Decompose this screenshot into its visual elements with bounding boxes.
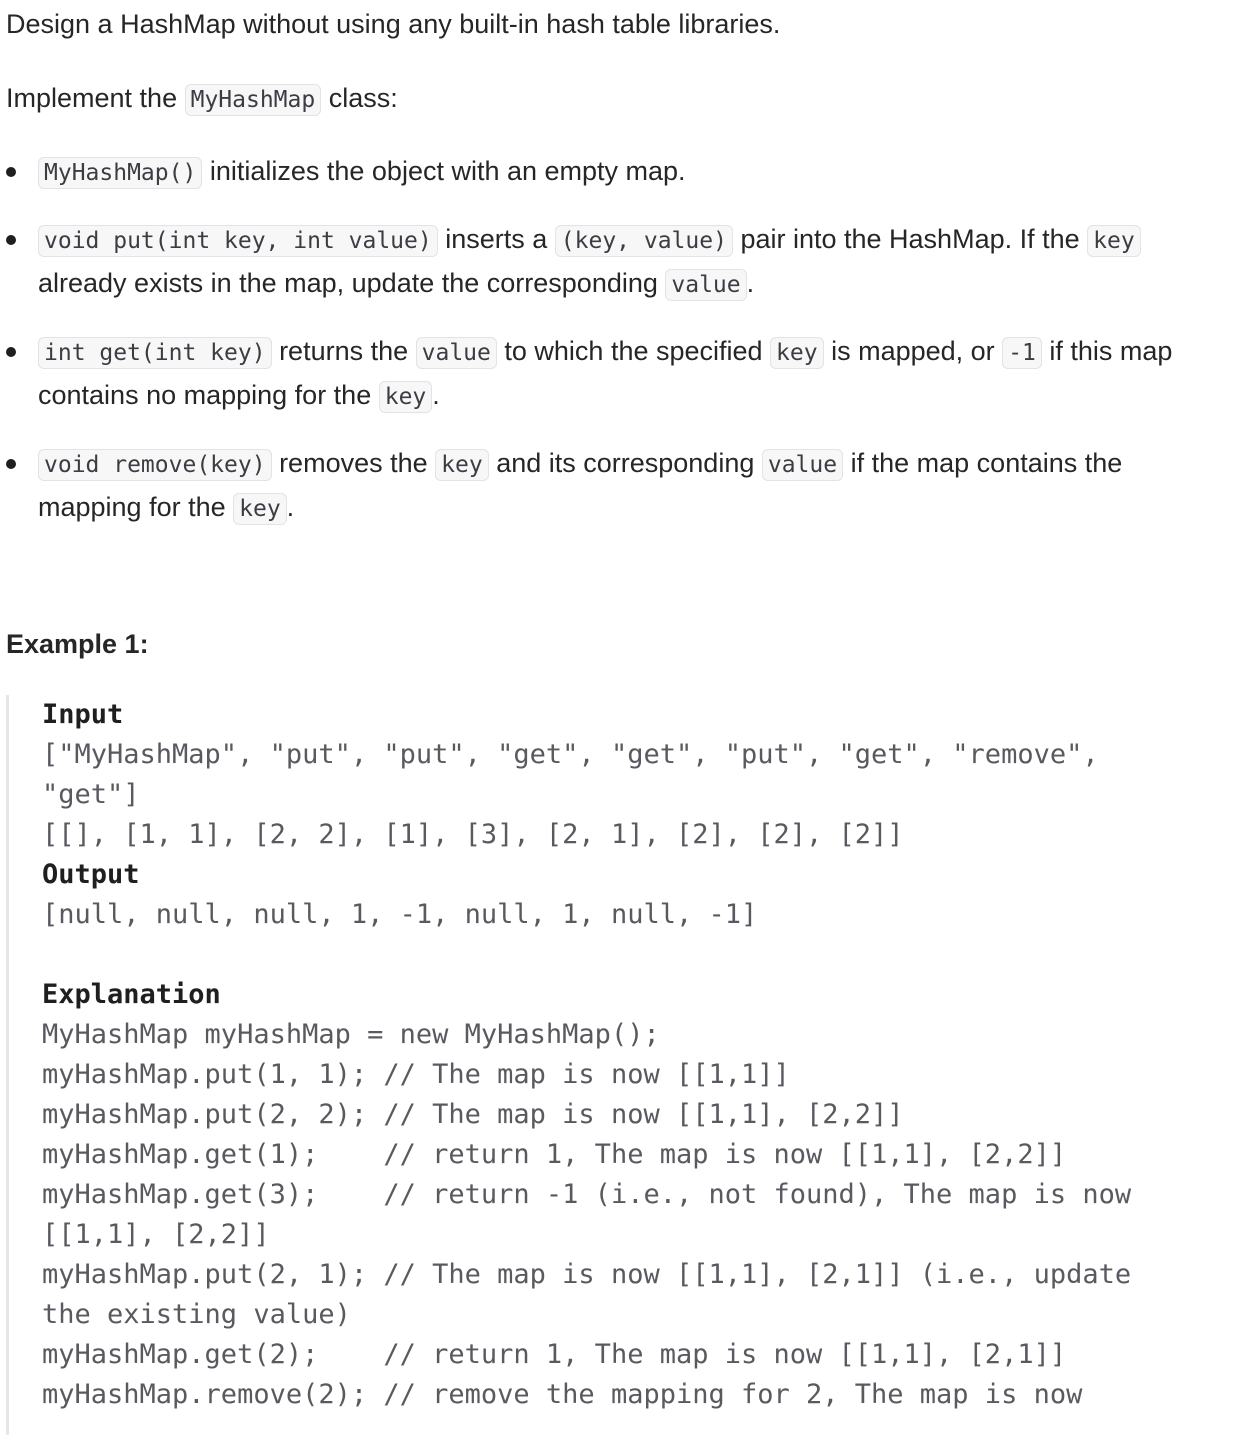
inline-code: key [379, 381, 433, 413]
list-item [6, 442, 1230, 530]
list-item [6, 218, 1230, 306]
method-text: if this map contains no mapping for the [38, 336, 1173, 410]
explanation-line: myHashMap.get(2); // return 1, The map is now [[1,1], [2,1]] [42, 1339, 1067, 1370]
explanation-line: myHashMap.remove(2); // remove the mapping for 2, The map is now [42, 1379, 1083, 1410]
method-text: and its corresponding [488, 448, 762, 478]
bullet-icon [6, 459, 16, 469]
method-signature: MyHashMap() [38, 157, 202, 189]
explanation-line: the existing value) [42, 1299, 351, 1330]
method-text: to which the specified [496, 336, 771, 366]
inline-code: value [416, 337, 497, 369]
explanation-line: MyHashMap myHashMap = new MyHashMap(); [42, 1019, 660, 1050]
method-text: already exists in the map, update the corresponding [38, 268, 666, 298]
method-signature: void put(int key, int value) [38, 225, 438, 257]
method-text: if the map contains the mapping for the [38, 448, 1123, 522]
implement-suffix: class: [321, 83, 398, 113]
spacer [42, 935, 1230, 975]
inline-code: (key, value) [555, 225, 733, 257]
method-text: . [432, 380, 440, 410]
example-block [6, 695, 1230, 1435]
implement-text [6, 77, 398, 121]
method-signature: int get(int key) [38, 337, 272, 369]
inline-code: key [435, 449, 489, 481]
inline-code: key [233, 493, 287, 525]
output-label: Output [42, 859, 140, 890]
bullet-icon [6, 347, 16, 357]
inline-code: value [762, 449, 843, 481]
bullet-icon [6, 235, 16, 245]
input-line: ["MyHashMap", "put", "put", "get", "get", "put", "get", "remove", [42, 739, 1099, 770]
method-list [6, 150, 1230, 554]
class-name-code: MyHashMap [185, 84, 322, 116]
method-text: is mapped, or [823, 336, 1003, 366]
inline-code: value [665, 269, 746, 301]
input-line: "get"] [42, 779, 140, 810]
method-text: pair into the HashMap. If the [732, 224, 1088, 254]
explanation-line: myHashMap.get(3); // return -1 (i.e., not found), The map is now [42, 1179, 1132, 1210]
method-text: . [746, 268, 755, 298]
explanation-line: myHashMap.put(2, 2); // The map is now [[1,1], [2,2]] [42, 1099, 904, 1130]
bullet-icon [6, 167, 16, 177]
inline-code: key [770, 337, 824, 369]
method-text: . [286, 492, 295, 522]
implement-prefix: Implement the [6, 83, 185, 113]
example-title: Example 1: [6, 629, 149, 659]
explanation-label: Explanation [42, 979, 221, 1010]
output-line: [null, null, null, 1, -1, null, 1, null, -1] [42, 899, 758, 930]
explanation-line: myHashMap.put(2, 1); // The map is now [[1,1], [2,1]] (i.e., update [42, 1259, 1132, 1290]
input-label: Input [42, 699, 124, 730]
method-text: initializes the object with an empty map. [202, 156, 686, 186]
list-item [6, 150, 1230, 194]
method-text: removes the [271, 448, 436, 478]
explanation-line: [[1,1], [2,2]] [42, 1219, 270, 1250]
method-signature: void remove(key) [38, 449, 272, 481]
explanation-line: myHashMap.get(1); // return 1, The map is now [[1,1], [2,2]] [42, 1139, 1067, 1170]
inline-code: -1 [1002, 337, 1042, 369]
input-line: [[], [1, 1], [2, 2], [1], [3], [2, 1], [2], [2], [2]] [42, 819, 904, 850]
method-text: inserts a [437, 224, 555, 254]
inline-code: key [1087, 225, 1141, 257]
method-text: returns the [271, 336, 416, 366]
intro-text: Design a HashMap without using any built-in hash table libraries. [6, 9, 781, 39]
explanation-line: myHashMap.put(1, 1); // The map is now [[1,1]] [42, 1059, 790, 1090]
list-item [6, 330, 1230, 418]
